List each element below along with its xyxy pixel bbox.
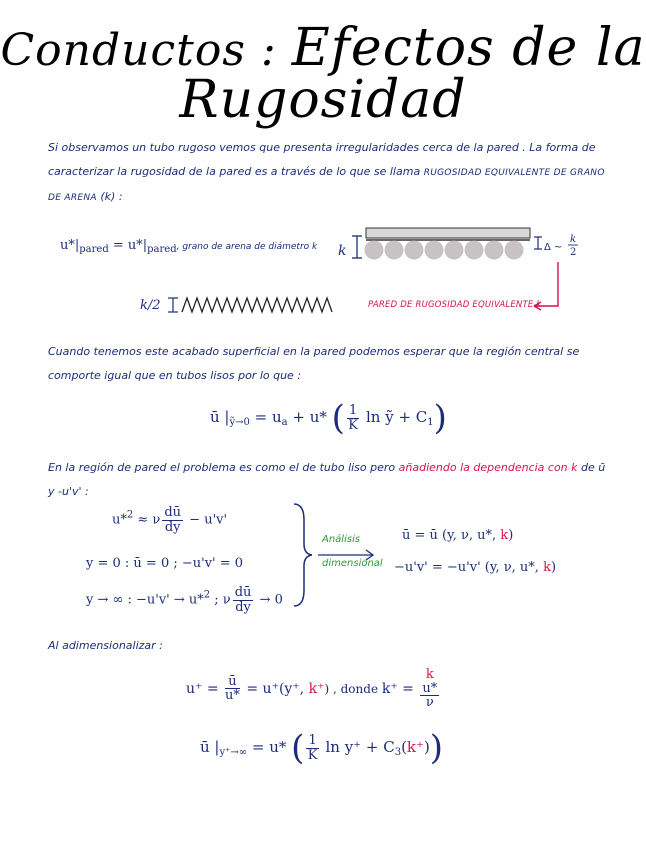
final-eq-rparen: ) (429, 728, 444, 768)
analysis-label-2: dimensional (322, 558, 383, 569)
nondim-eq-d: = (397, 680, 414, 697)
central-eq-rparen: ) (433, 398, 447, 438)
wall-eq-lhs-sub: pared (79, 244, 109, 255)
nondim-frac-2 (420, 668, 439, 710)
intro-symbol: (k) : (100, 190, 123, 203)
sand-grain (365, 241, 384, 260)
sys-l3-frac-den: dy (235, 599, 251, 615)
delta-label: Δ ~ (544, 242, 563, 253)
analysis-result-1 (402, 528, 513, 543)
equivalent-wall-diagram (140, 292, 360, 322)
analysis-result-2 (394, 560, 556, 575)
title-left: Conductos : (0, 25, 277, 76)
nondim-frac2-num (420, 668, 439, 696)
central-eq-ln: ln ỹ + C (361, 408, 428, 426)
wall-eq-tail: , grano de arena de diámetro k (176, 242, 318, 252)
nondim-frac1-num: ū (225, 675, 240, 690)
central-frac-num: 1 (348, 402, 358, 418)
central-eq-sub: ỹ→0 (229, 417, 250, 428)
final-eq-lparen: ( (291, 728, 305, 768)
central-paragraph: Cuando tenemos este acabado superficial en la pared podemos esperar que la región central se comporte igual que en tubos lisos por lo que : (48, 345, 580, 382)
nondim-frac2-den: ν (425, 695, 434, 711)
intro-text: Si observamos un tubo rugoso vemos que presenta irregularidades cerca de la pared . La forma de caracterizar la rugosidad de la pared es a través de lo que se llama (48, 141, 596, 178)
sys-l3-frac (233, 586, 254, 614)
central-eq-ln-sub: 1 (427, 417, 434, 428)
sys-l3-sup: 2 (203, 589, 211, 601)
page-title (0, 18, 646, 130)
nondim-equation (186, 668, 441, 710)
central-eq-mid-sub: a (281, 417, 288, 428)
nondim-eq-c: ) , donde (324, 681, 382, 696)
wall-plate (366, 228, 530, 238)
sand-grains (365, 241, 524, 260)
final-eq-frac (306, 734, 318, 762)
nondim-label: Al adimensionalizar : (48, 639, 163, 652)
roughness-diagram (330, 222, 590, 332)
nondim-frac2-num-k: k (425, 667, 434, 682)
analysis-r1-a: ū = ū (y, ν, u*, (402, 528, 501, 543)
central-eq-u: + u* (287, 408, 332, 426)
analysis-r2-a: −u'v' = −u'v' (y, ν, u*, (394, 560, 544, 575)
sand-grain (445, 241, 464, 260)
nondim-eq-a: u⁺ = (186, 680, 219, 697)
sys-l1-sup: 2 (126, 509, 134, 521)
final-frac-den: K (307, 747, 318, 763)
sys-l3-b: ; ν (210, 592, 231, 608)
nondim-frac2-num-rest: u* (422, 680, 438, 696)
sys-l3-a: y → ∞ : −u'v' → u* (86, 592, 204, 608)
wall-eq-lhs: u*| (60, 238, 80, 253)
final-eq-k: k⁺ (406, 738, 424, 756)
central-eq-frac (347, 404, 359, 432)
sand-grain (505, 241, 524, 260)
intro-paragraph (48, 136, 608, 210)
sys-l1-tail: − u'v' (189, 512, 228, 528)
delta-frac-num: k (570, 234, 577, 245)
wall-eq-rhs-sub: pared (147, 244, 177, 255)
k-half-label: k/2 (140, 298, 161, 313)
system-line-1 (112, 506, 227, 534)
central-eq-mid: = u (254, 408, 282, 426)
analysis-r2-end: ) (550, 560, 557, 575)
nondim-frac1-den: u* (225, 688, 240, 704)
nondim-eq-k2: k⁺ (381, 680, 398, 697)
wall-region-text1: En la región de pared el problema es como el de tubo liso pero (48, 461, 396, 474)
right-brace (294, 504, 312, 606)
final-eq-mid: = u* (251, 738, 292, 756)
sand-grain (485, 241, 504, 260)
final-equation (200, 728, 443, 768)
nondim-frac-1 (225, 675, 240, 703)
sand-grain (465, 241, 484, 260)
sys-l1-frac-num: dū (164, 505, 182, 520)
equivalent-wall-label: PARED DE RUGOSIDAD EQUIVALENTE k (368, 300, 542, 310)
sys-l3-frac-num: dū (234, 585, 252, 600)
analysis-label-1: Análisis (322, 534, 361, 545)
wall-region-red-text: añadiendo la dependencia con k (398, 461, 578, 474)
system-line-2: y = 0 : ū = 0 ; −u'v' = 0 (86, 556, 244, 571)
final-eq-k-wrap: (k⁺) (401, 738, 430, 756)
intro-term: RUGOSIDAD EQUIVALENTE DE GRANO DE ARENA (48, 168, 605, 203)
central-equation (210, 398, 447, 438)
analysis-r1-k: k (500, 528, 509, 543)
wall-eq-mid: = u*| (108, 238, 148, 253)
delta-frac-den: 2 (570, 247, 577, 258)
wall-region-paragraph (48, 456, 608, 504)
sand-grain (425, 241, 444, 260)
sys-l3-tail: → 0 (259, 592, 283, 608)
wall-equality (60, 238, 317, 255)
analysis-r1-end: ) (508, 528, 514, 543)
brace-and-arrow (290, 500, 380, 610)
system-line-3 (86, 586, 283, 614)
sys-l1-lhs: u* (112, 512, 127, 528)
sys-l1-frac-den: dy (164, 519, 181, 535)
sand-grain (405, 241, 424, 260)
final-eq-lhs: ū | (200, 738, 220, 756)
zigzag-wall (182, 298, 332, 312)
central-frac-den: K (348, 417, 358, 433)
nondim-eq-b: = u⁺(y⁺, (246, 680, 309, 697)
final-frac-num: 1 (308, 732, 317, 748)
title-right: Efectos de la Rugosidad (179, 18, 646, 130)
final-eq-c-sub: 3 (394, 747, 402, 758)
nondim-eq-k: k⁺ (308, 680, 325, 697)
central-eq-lhs: ū | (210, 408, 230, 426)
diagram-k-label: k (338, 243, 347, 259)
final-eq-ln: ln y⁺ + C (320, 738, 395, 756)
sys-l1-mid: ≈ ν (137, 512, 161, 528)
sand-grain (385, 241, 404, 260)
sys-l1-frac (162, 506, 183, 534)
final-eq-sub: y⁺→∞ (219, 747, 248, 758)
wall-region-text2: de ū y -u'v' : (48, 461, 606, 498)
analysis-r2-k: k (543, 560, 551, 575)
central-eq-lparen: ( (331, 398, 345, 438)
